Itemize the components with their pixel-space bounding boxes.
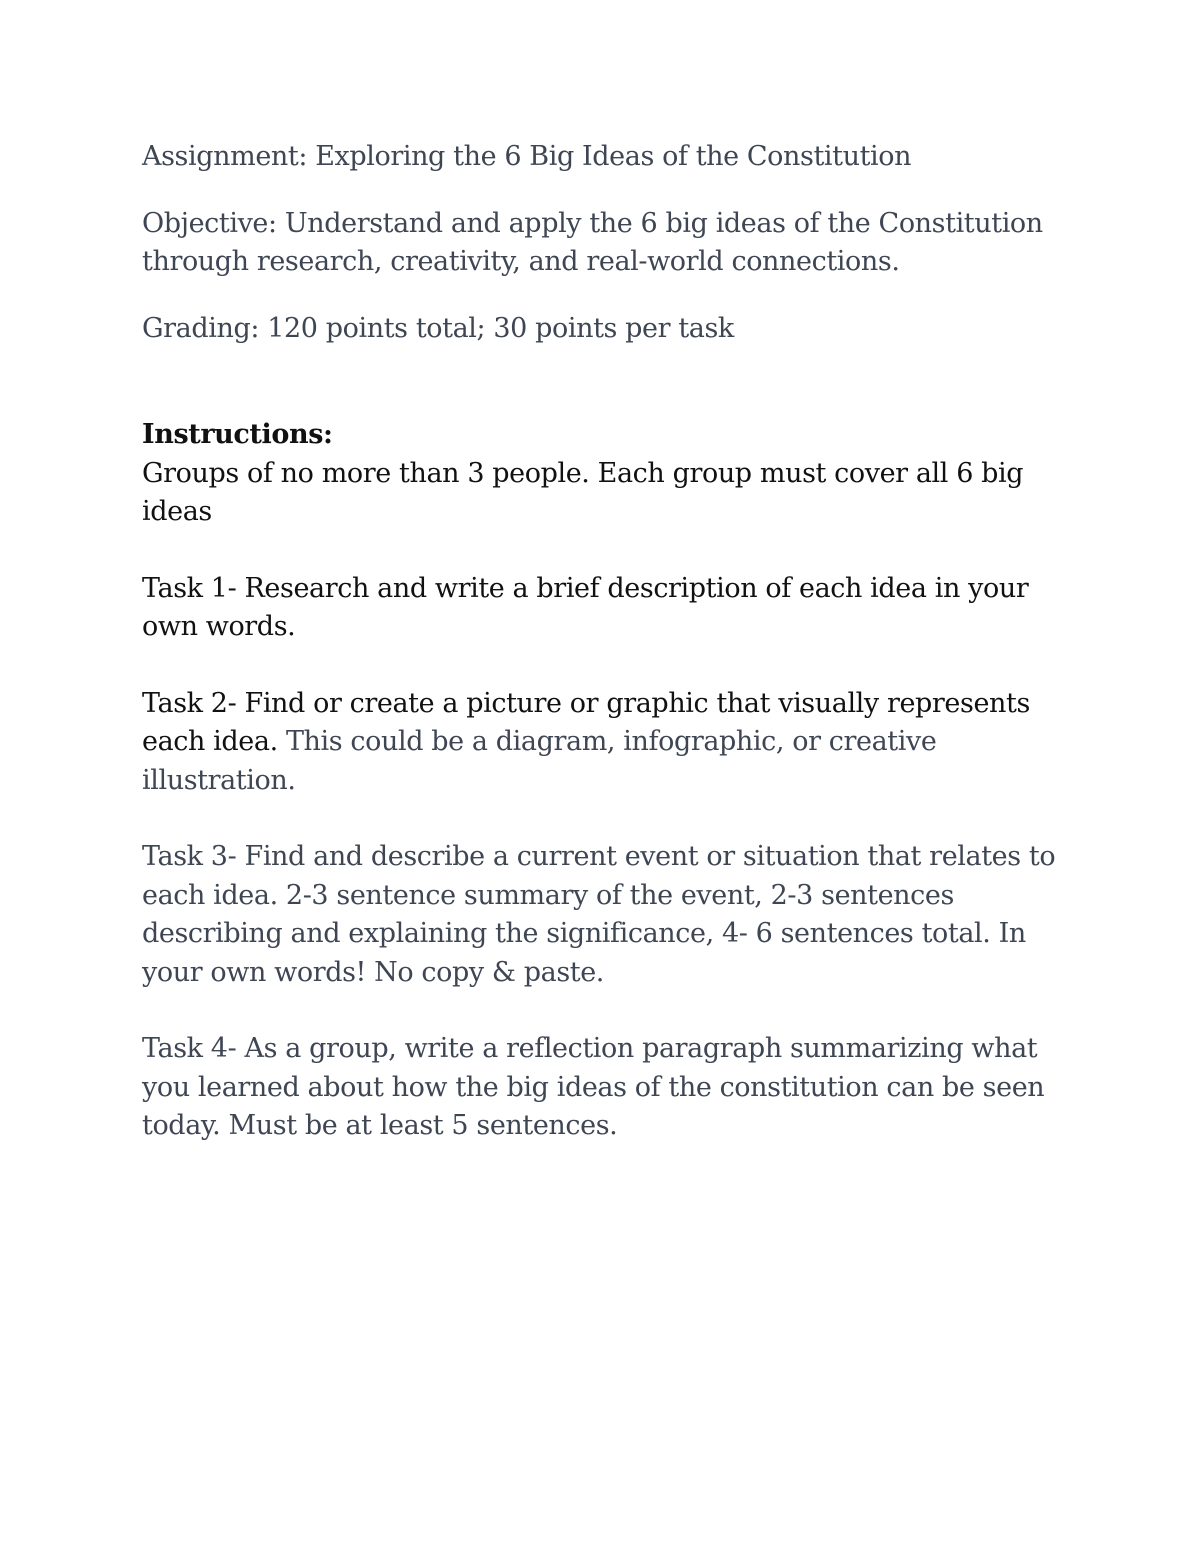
document-body	[142, 138, 1072, 1146]
task-1-text: Task 1- Research and write a brief description of each idea in your own words.	[142, 572, 1029, 642]
task-2-paragraph	[142, 685, 1072, 801]
assignment-title: Assignment: Exploring the 6 Big Ideas of the Constitution	[142, 141, 912, 172]
instructions-heading: Instructions:	[142, 419, 333, 450]
task-2-text-part-2: This could be a diagram, infographic, or creative illustration.	[142, 726, 937, 796]
grading-text: Grading: 120 points total; 30 points per task	[142, 312, 734, 344]
task-2-text-part-1: Task 2- Find or create a picture or graphic that visually represents each idea.	[142, 687, 1030, 757]
task-4-text: Task 4- As a group, write a reflection paragraph summarizing what you learned about how the big ideas of the constitution can be seen today. Must be at least 5 sentences.	[142, 1033, 1045, 1141]
objective-text: Objective: Understand and apply the 6 big ideas of the Constitution through research, creativity, and real-world connections.	[142, 207, 1043, 277]
task-3-text: Task 3- Find and describe a current event or situation that relates to each idea. 2-3 sentence summary of the event, 2-3 sentences describing and explaining the significance, 4- 6 sentences total. In your own words! No copy & paste.	[142, 841, 1056, 988]
instructions-body: Groups of no more than 3 people. Each group must cover all 6 big ideas	[142, 457, 1024, 527]
